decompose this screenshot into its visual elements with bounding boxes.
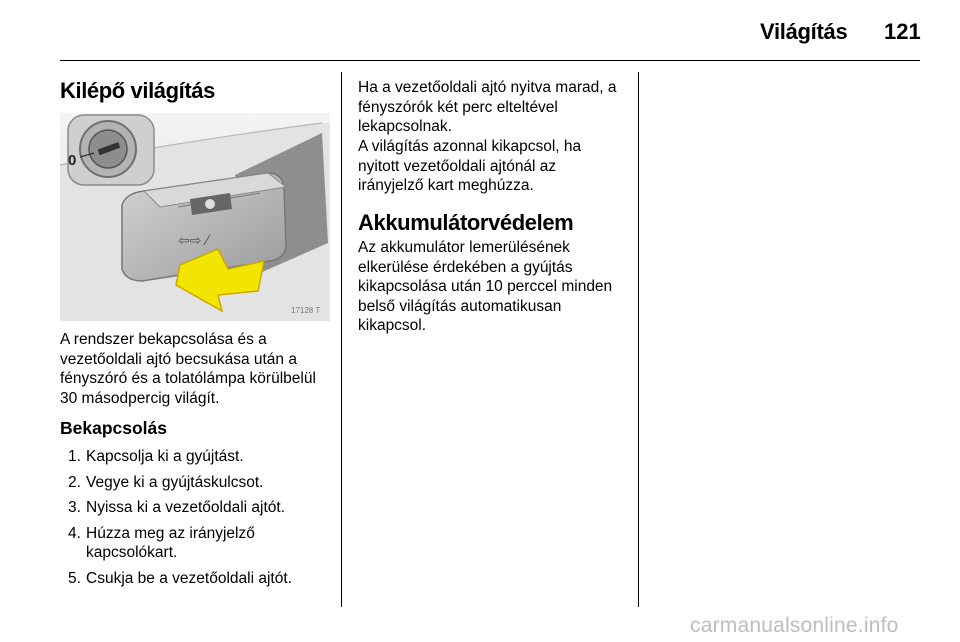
column-divider-right [638,72,639,607]
header-divider [60,60,920,61]
exit-lighting-heading: Kilépő világítás [60,78,215,103]
list-item [68,473,338,493]
step-text: Nyissa ki a vezetőoldali ajtót. [86,499,286,516]
list-item [68,569,338,589]
lever-illustration-svg [60,113,330,321]
step-text: Vegye ki a gyújtáskulcsot. [86,473,264,491]
door-open-paragraph: Ha a vezetőoldali ajtó nyitva marad, a fényszórók két perc elteltével lekapcsolnak. [358,79,617,135]
instant-off-paragraph: A világítás azonnal kikapcsol, ha nyitott vezetőoldali ajtónál az irányjelző kart meghúzza. [358,138,582,194]
step-text: Kapcsolja ki a gyújtást. [86,448,244,465]
intro-paragraph: A rendszer bekapcsolása és a vezetőoldali ajtó becsukása után a fényszóró és a tolatólámpa körülbelül 30 másodpercig világít. [60,331,316,407]
step-number: 4. [68,524,81,542]
figure-code: 17128 T [291,306,321,315]
step-number: 5. [68,569,81,587]
column-divider [341,72,342,607]
watermark: carmanualsonline.info [690,614,899,637]
turn-signal-icon: ⇦⇨ ⁄ [178,233,209,249]
list-item [68,524,338,563]
step-number: 3. [68,499,81,516]
battery-protection-heading: Akkumulátorvédelem [358,210,574,235]
step-number: 1. [68,448,81,465]
section-title: Világítás [760,19,848,44]
lever-illustration [60,113,330,321]
activation-steps-list [68,447,338,594]
page-number: 121 [884,19,921,44]
ignition-position-label: 0 [68,152,77,169]
step-text: Húzza meg az irányjelző kapcsolókart. [86,524,255,561]
list-item [68,498,338,518]
battery-protection-paragraph: Az akkumulátor lemerülésének elkerülése érdekében a gyújtás kikapcsolása után 10 perccel minden belső világítás automatikusan kikapcsol. [358,239,613,334]
activation-heading: Bekapcsolás [60,418,168,438]
step-number: 2. [68,473,81,491]
list-item [68,447,338,467]
step-text: Csukja be a vezetőoldali ajtót. [86,569,292,587]
